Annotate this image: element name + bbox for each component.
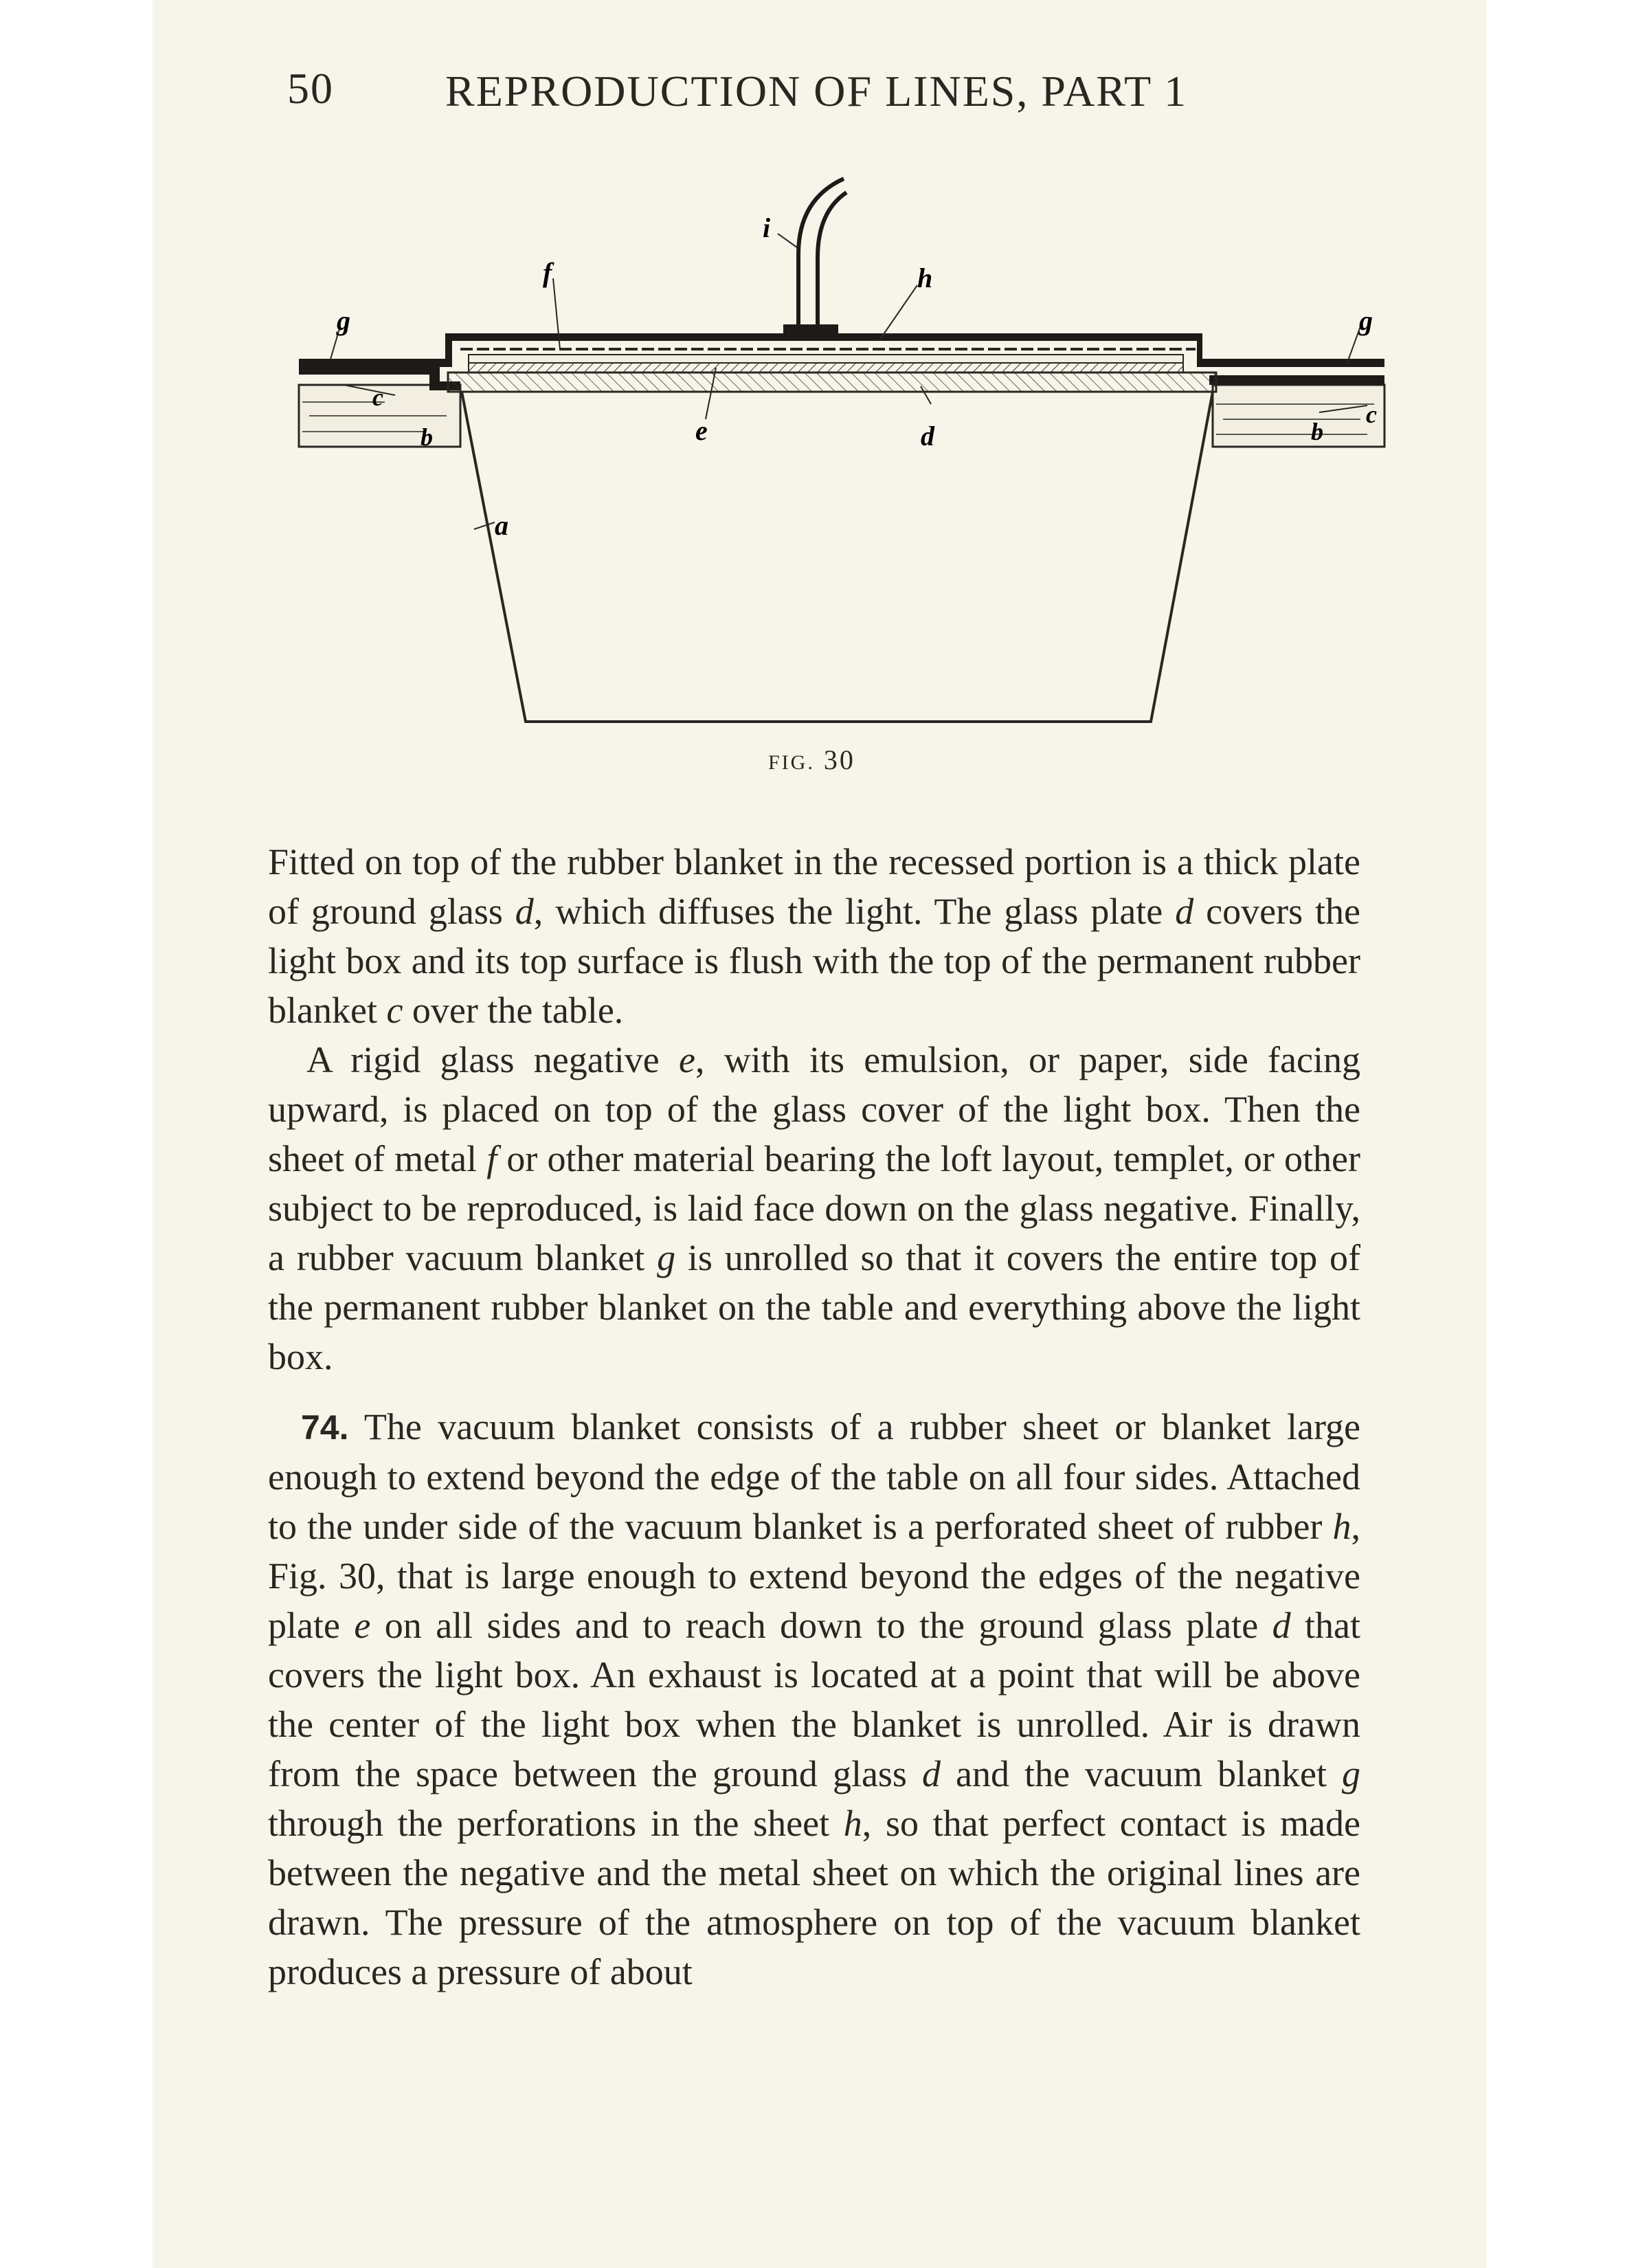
label-h: h <box>917 263 933 293</box>
light-box-a <box>462 392 1213 722</box>
label-c-right: c <box>1366 401 1377 428</box>
text-run: , which diffuses the light. The glass plate <box>533 891 1176 932</box>
text-run-italic: d <box>1272 1605 1291 1646</box>
negative-plate-e <box>469 363 1183 373</box>
text-run: , Fig. 30, that is large enough to extend beyond the edges of the negative plate <box>268 1506 1360 1646</box>
text-run: The vacuum blanket consists of a rubber sheet or blanket large enough to extend beyond the edge of the table on all four sides. Attached to the under side of the vacuum blanket is a perforated sheet of rubber <box>268 1406 1360 1547</box>
text-run: Fitted on top of the rubber blanket in the recessed portion is a thick plate of ground glass <box>268 841 1360 932</box>
figure-caption <box>768 744 855 776</box>
running-title: REPRODUCTION OF LINES, PART 1 <box>445 67 1188 115</box>
label-g-left: g <box>337 305 350 336</box>
running-header <box>287 63 1304 125</box>
figure-30-vacuum-frame-diagram <box>289 172 1388 770</box>
text-run-italic: g <box>657 1237 676 1278</box>
text-run: , with its emulsion, or paper, side facing upward, is placed on top of the glass cover of the light box. Then the sheet of metal <box>268 1039 1360 1179</box>
text-run-italic: e <box>354 1605 371 1646</box>
table-right <box>1213 385 1384 447</box>
text-run-italic: h <box>843 1803 862 1844</box>
text-run: covers the light box and its top surface is flush with the top of the permanent rubber blanket <box>268 891 1360 1031</box>
section-number: 74. <box>301 1408 349 1447</box>
label-f: f <box>543 257 552 288</box>
paragraph-1 <box>268 837 1360 1035</box>
text-run: through the perforations in the sheet <box>268 1803 844 1844</box>
text-run: is unrolled so that it covers the entire top of the permanent rubber blanket on the table and everything above the light box. <box>268 1237 1361 1377</box>
page-number: 50 <box>287 64 334 113</box>
caption-number: 30 <box>823 744 855 775</box>
text-run-italic: c <box>386 990 403 1031</box>
label-c-left: c <box>372 383 383 411</box>
caption-prefix: FIG. <box>768 751 815 774</box>
text-run-italic: h <box>1332 1506 1351 1547</box>
rubber-blanket-c-right <box>1209 375 1384 385</box>
label-a: a <box>495 510 508 541</box>
label-i: i <box>763 212 771 243</box>
text-run: on all sides and to reach down to the ground glass plate <box>370 1605 1272 1646</box>
body-text <box>268 837 1360 1997</box>
ground-glass-d <box>448 373 1216 392</box>
label-b-left: b <box>420 423 433 451</box>
text-run: that covers the light box. An exhaust is located at a point that will be above the center of the light box when the blanket is unrolled. Air is drawn from the space between the ground glass <box>268 1605 1360 1794</box>
text-run-italic: g <box>1342 1753 1360 1794</box>
text-run: and the vacuum blanket <box>940 1753 1342 1794</box>
label-b-right: b <box>1311 418 1323 445</box>
label-e: e <box>695 415 708 446</box>
text-run: , so that perfect contact is made between the negative and the metal sheet on which the original lines are drawn. The pressure of the atmosphere on top of the vacuum blanket produces a pressure of about <box>268 1803 1360 1992</box>
exhaust-pipe-i <box>783 179 846 335</box>
paragraph-2 <box>268 1035 1360 1381</box>
label-g-right: g <box>1359 305 1373 336</box>
text-run: over the table. <box>403 990 624 1031</box>
text-run: A rigid glass negative <box>306 1039 679 1080</box>
text-run-italic: d <box>515 891 534 932</box>
text-run-italic: f <box>486 1138 497 1179</box>
text-run-italic: d <box>921 1753 941 1794</box>
metal-sheet-f <box>469 355 1183 363</box>
text-run-italic: d <box>1175 891 1194 932</box>
label-d: d <box>921 421 934 452</box>
paragraph-74 <box>268 1402 1360 1997</box>
text-run-italic: e <box>678 1039 695 1080</box>
text-run: or other material bearing the loft layout, templet, or other subject to be reproduced, is laid face down on the glass negative. Finally, a rubber vacuum blanket <box>268 1138 1360 1278</box>
